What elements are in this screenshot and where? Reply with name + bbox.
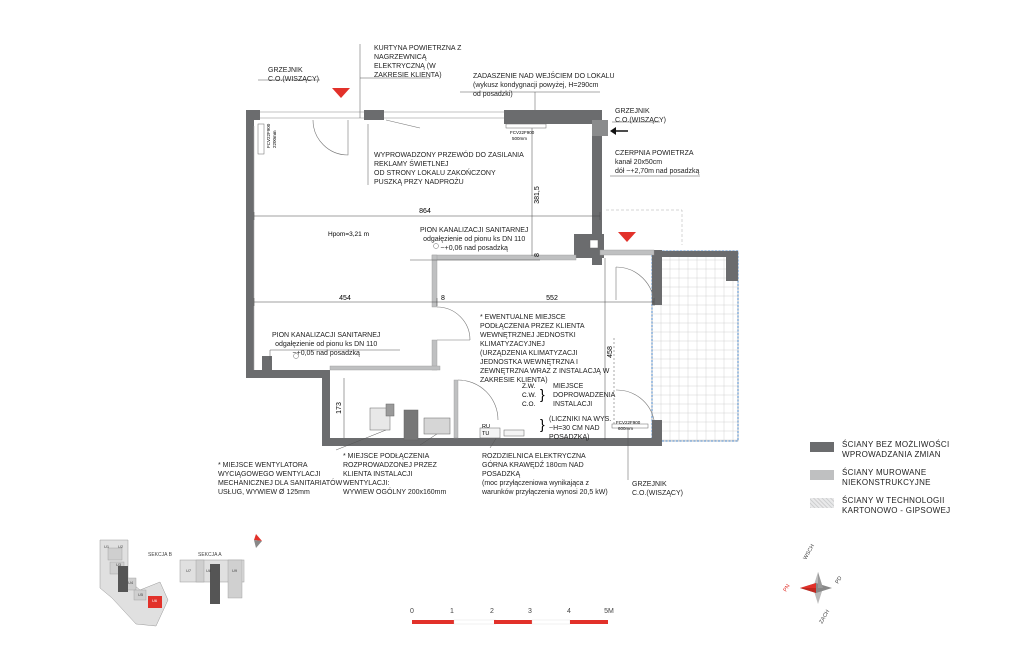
fcv-bottom-code: FCV22F900 bbox=[616, 420, 641, 425]
ru-label: RU bbox=[482, 424, 490, 430]
keyplan-u7: U7 bbox=[186, 568, 192, 573]
room-height: Hpom=3,21 m bbox=[328, 231, 370, 238]
keyplan-u3: U3 bbox=[116, 562, 122, 567]
dim-height-small: 8 bbox=[534, 253, 541, 257]
legend-row-structural bbox=[810, 440, 1010, 460]
fcv-left-size: 2200mm bbox=[272, 130, 277, 148]
note-przewod: WYPROWADZONY PRZEWÓD DO ZASILANIA REKLAMY ŚWIETLNEJ OD STRONY LOKALU ZAKOŃCZONY PUSZKĄ PRZY NADPROŻU bbox=[374, 152, 524, 186]
note-grzejnik-top-left: GRZEJNIK C.O.(WISZĄCY) bbox=[268, 67, 319, 83]
dim-height-lower: 458 bbox=[607, 346, 614, 358]
scale-tick-1: 1 bbox=[450, 608, 454, 615]
keyplan-u2: U2 bbox=[118, 544, 124, 549]
fcv-top-size: 500mm bbox=[512, 136, 528, 141]
keyplan bbox=[100, 534, 262, 626]
dim-width-mid: 8 bbox=[441, 295, 445, 302]
zw-label: Z.W. bbox=[522, 383, 536, 390]
fcv-bottom-size: 600mm bbox=[618, 426, 634, 431]
scale-tick-3: 3 bbox=[528, 608, 532, 615]
note-podlaczenia: * MIEJSCE PODŁĄCZENIA ROZPROWADZONEJ PRZEZ KLIENTA INSTALACJI WENTYLACJI: WYWIEW OGÓLNY 200x160mm bbox=[343, 453, 447, 496]
legend-label-drywall: ŚCIANY W TECHNOLOGII KARTONOWO - GIPSOWEJ bbox=[842, 496, 951, 515]
note-miejsce-doprowadzenia: MIEJSCE DOPROWADZENIA INSTALACJI bbox=[553, 383, 616, 408]
entrance-marker-left bbox=[332, 88, 350, 98]
legend-swatch-structural bbox=[810, 442, 834, 452]
scale-tick-4: 4 bbox=[567, 608, 571, 615]
keyplan-u9: U9 bbox=[232, 568, 238, 573]
compass-wsch: WSCH bbox=[802, 543, 817, 561]
keyplan-section-b: SEKCJA B bbox=[148, 552, 172, 558]
legend-swatch-drywall bbox=[810, 498, 834, 508]
cw-label: C.W. bbox=[522, 392, 537, 399]
brace-lower: } bbox=[540, 416, 545, 432]
entrance-marker-right bbox=[618, 232, 636, 242]
dim-height-upper: 381,5 bbox=[534, 186, 541, 204]
tu-label: TU bbox=[482, 431, 490, 437]
fcv-top-code: FCV22F900 bbox=[510, 130, 535, 135]
note-czerpnia: CZERPNIA POWIETRZA kanał 20x50cm dół ~+2,70m nad posadzką bbox=[615, 150, 700, 175]
terrace bbox=[606, 210, 738, 441]
dim-width-top: 864 bbox=[419, 208, 431, 215]
dim-height-left-bottom: 173 bbox=[336, 402, 343, 414]
note-pion-upper: PION KANALIZACJI SANITARNEJ odgałęzienie od pionu ks DN 110 ~+0,06 nad posadzką bbox=[420, 227, 529, 252]
compass-zach: ZACH bbox=[818, 609, 832, 625]
scale-tick-5: 5M bbox=[604, 608, 614, 615]
note-ewentualne: * EWENTUALNE MIEJSCE PODŁĄCZENIA PRZEZ KLIENTA WEWNĘTRZNEJ JEDNOSTKI KLIMATYZACYJNEJ (URZĄDZENIA KLIMATYZACJI JEDNOSTKA WEWNĘTRZNA I ZEWNĘTRZNA WRAZ Z INSTALACJĄ W ZAKRESIE KLIENTA) bbox=[480, 314, 610, 384]
legend bbox=[810, 440, 1010, 524]
compass-rose bbox=[783, 543, 844, 625]
legend-label-masonry: ŚCIANY MUROWANE NIEKONSTRUKCYJNE bbox=[842, 468, 931, 487]
legend-label-structural: ŚCIANY BEZ MOŻLIWOŚCI WPROWADZANIA ZMIAN bbox=[842, 440, 950, 459]
note-kurtyna: KURTYNA POWIETRZNA Z NAGRZEWNICĄ ELEKTRYCZNĄ (W ZAKRESIE KLIENTA) bbox=[374, 45, 462, 79]
note-liczniki: (LICZNIKI NA WYS. ~H=30 CM NAD POSADZKĄ) bbox=[549, 416, 612, 441]
note-zadaszenie: ZADASZENIE NAD WEJŚCIEM DO LOKALU (wykusz kondygnacji powyżej, H=290cm od posadzki) bbox=[473, 73, 615, 98]
note-wentylator: * MIEJSCE WENTYLATORA WYCIĄGOWEGO WENTYLACJI MECHANICZNEJ DLA SANITARIATÓW USŁUG, WYWIEW Ø 125mm bbox=[218, 462, 343, 496]
legend-swatch-masonry bbox=[810, 470, 834, 480]
keyplan-u8: U8 bbox=[206, 568, 212, 573]
keyplan-u1: U1 bbox=[104, 544, 110, 549]
compass-pn: PN bbox=[782, 583, 792, 593]
scale-bar bbox=[410, 608, 614, 624]
legend-row-masonry bbox=[810, 468, 1010, 488]
legend-row-drywall bbox=[810, 496, 1010, 516]
note-pion-lower: PION KANALIZACJI SANITARNEJ odgałęzienie od pionu ks DN 110 ~+0,05 nad posadzką bbox=[272, 332, 381, 357]
keyplan-u6: U6 bbox=[152, 598, 158, 603]
fcv-left-code: FCV22F900 bbox=[266, 123, 271, 148]
note-rozdzielnica: ROZDZIELNICA ELEKTRYCZNA GÓRNA KRAWĘDŹ 180cm NAD POSADZKĄ (moc przyłączeniowa wynikająca z warunków przyłączenia wynosi 20,5 kW) bbox=[482, 453, 608, 496]
dim-width-left: 454 bbox=[339, 295, 351, 302]
co-label: C.O. bbox=[522, 401, 536, 408]
compass-pd: PD bbox=[834, 575, 844, 585]
scale-tick-2: 2 bbox=[490, 608, 494, 615]
scale-tick-0: 0 bbox=[410, 608, 414, 615]
keyplan-u4: U4 bbox=[128, 580, 134, 585]
brace-upper: } bbox=[540, 386, 545, 402]
keyplan-u5: U5 bbox=[138, 592, 144, 597]
note-grzejnik-bottom: GRZEJNIK C.O.(WISZĄCY) bbox=[632, 481, 683, 497]
note-grzejnik-top-right: GRZEJNIK C.O.(WISZĄCY) bbox=[615, 108, 666, 124]
air-intake-arrow bbox=[610, 127, 628, 135]
dim-width-right: 552 bbox=[546, 295, 558, 302]
keyplan-section-a: SEKCJA A bbox=[198, 552, 222, 558]
